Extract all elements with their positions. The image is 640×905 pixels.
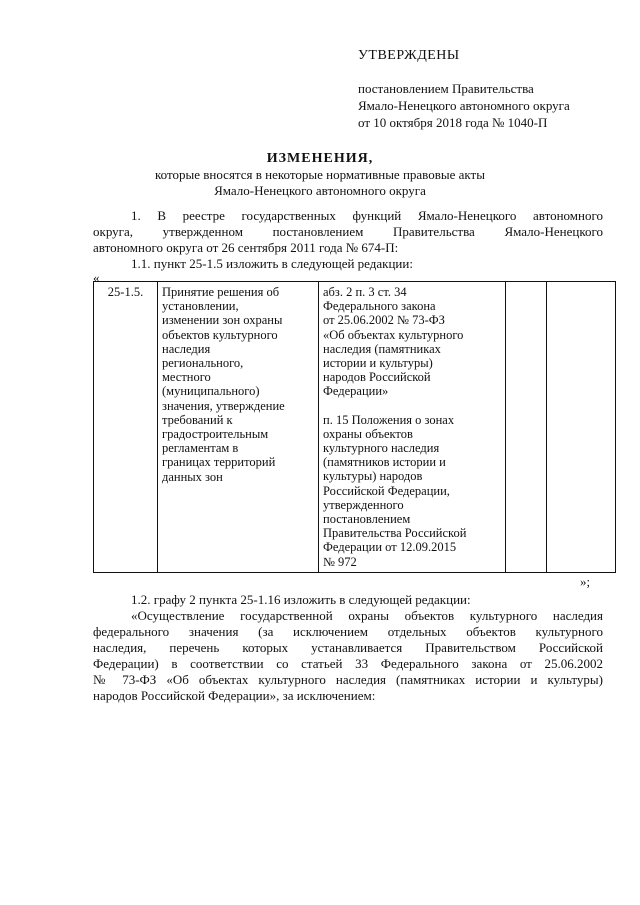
- cell-line: градостроительным: [162, 427, 269, 442]
- table-cell-number: 25-1.5.: [94, 282, 158, 573]
- cell-line: Федерального закона: [323, 299, 436, 314]
- cell-line: Федерации»: [323, 384, 389, 399]
- cell-line: Правительства Российской: [323, 526, 467, 541]
- cell-line: народов Российской: [323, 370, 431, 385]
- cell-line: регионального,: [162, 356, 244, 371]
- cell-line: местного: [162, 370, 211, 385]
- cell-line: регламентам в: [162, 441, 239, 456]
- cell-line: № 972: [323, 554, 357, 569]
- text-line: автономного округа от 26 сентября 2011 года № 674-П:: [93, 240, 399, 255]
- text-line: «Осуществление государственной охраны объектов культурного наследия: [131, 608, 603, 623]
- cell-line: абз. 2 п. 3 ст. 34: [323, 285, 407, 299]
- document-heading: [0, 150, 640, 199]
- table-cell-empty: [547, 282, 616, 573]
- cell-line: Принятие решения об: [162, 285, 280, 299]
- approval-stamp-title: УТВЕРЖДЕНЫ: [358, 48, 460, 63]
- text-line: округа, утвержденном постановлением Правительства Ямало-Ненецкого: [93, 224, 603, 239]
- cell-line: (муниципального): [162, 384, 260, 399]
- cell-line: охраны объектов: [323, 426, 413, 441]
- text-line: народов Российской Федерации», за исключением:: [93, 688, 376, 703]
- cell-line: требований к: [162, 412, 233, 427]
- cell-line: наследия: [162, 341, 211, 356]
- approval-line: Ямало-Ненецкого автономного округа: [358, 98, 570, 113]
- text-line: федерального значения (за исключением отдельных объектов культурного: [93, 624, 603, 639]
- subparagraph-1-1: 1.1. пункт 25-1.5 изложить в следующей редакции:: [131, 256, 413, 271]
- cell-line: значения, утверждение: [162, 398, 285, 413]
- cell-line: данных зон: [162, 469, 223, 484]
- open-quote: «: [93, 270, 100, 285]
- text-line: 1. В реестре государственных функций Ямало-Ненецкого автономного: [131, 208, 603, 223]
- table-cell-empty: [506, 282, 547, 573]
- close-quote: »;: [580, 574, 591, 589]
- table-cell-function: [158, 282, 319, 573]
- document-subtitle-line: Ямало-Ненецкого автономного округа: [214, 183, 426, 198]
- approval-details: [358, 80, 570, 131]
- cell-line: Федерации от 12.09.2015: [323, 540, 457, 555]
- cell-line: изменении зон охраны: [162, 313, 283, 328]
- text-line: наследия, перечень которых устанавливается Правительством Российской: [93, 640, 603, 655]
- cell-line: наследия (памятниках: [323, 341, 441, 356]
- cell-line: (памятников истории и: [323, 455, 446, 470]
- cell-line: утвержденного: [323, 497, 404, 512]
- cell-line: культурного наследия: [323, 441, 440, 456]
- text-line: Федерации) в соответствии со статьей 33 Федерального закона от 25.06.2002: [93, 656, 603, 671]
- registry-table: [93, 281, 616, 573]
- document-title: ИЗМЕНЕНИЯ,: [266, 151, 374, 166]
- cell-line: границах территорий: [162, 455, 276, 470]
- cell-line: истории и культуры): [323, 356, 433, 371]
- cell-line: культуры) народов: [323, 469, 423, 484]
- cell-line: п. 15 Положения о зонах: [323, 412, 455, 427]
- approval-line: постановлением Правительства: [358, 81, 534, 96]
- subparagraph-1-2: 1.2. графу 2 пункта 25-1.16 изложить в следующей редакции:: [131, 592, 471, 607]
- cell-line: установлении,: [162, 299, 239, 314]
- table-row: [94, 282, 616, 573]
- cell-line: «Об объектах культурного: [323, 327, 464, 342]
- document-subtitle-line: которые вносятся в некоторые нормативные правовые акты: [155, 167, 485, 182]
- cell-line: объектов культурного: [162, 327, 278, 342]
- cell-line: от 25.06.2002 № 73-ФЗ: [323, 313, 445, 328]
- approval-line: от 10 октября 2018 года № 1040-П: [358, 115, 548, 130]
- text-line: № 73-ФЗ «Об объектах культурного наследия (памятниках истории и культуры): [93, 672, 603, 687]
- cell-spacer: [323, 399, 501, 413]
- cell-line: постановлением: [323, 512, 411, 527]
- paragraph-1: [93, 208, 603, 256]
- table-cell-legal-basis: [319, 282, 506, 573]
- cell-line: Российской Федерации,: [323, 483, 450, 498]
- quoted-paragraph: [93, 608, 603, 704]
